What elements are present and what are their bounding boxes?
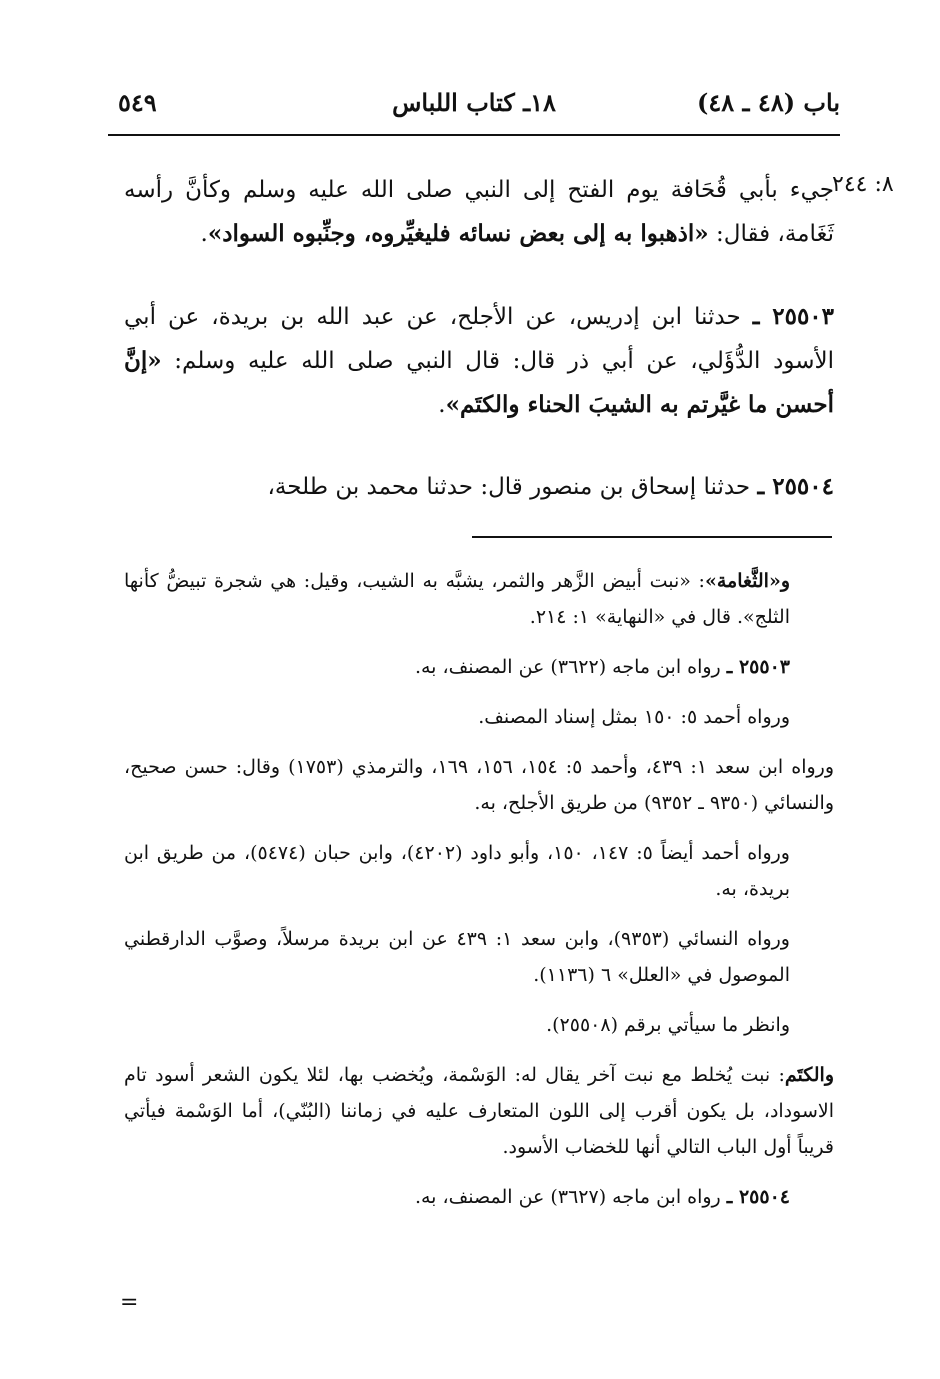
footnote [124, 1007, 834, 1043]
book-title: ١٨ـ كتاب اللباس [392, 88, 556, 117]
header-divider [108, 134, 840, 136]
p1-text: جيء بأبي قُحَافة يوم الفتح إلى النبي صلى الله عليه وسلم وكأنَّ رأسه ثَغَامة، فقال: [124, 177, 834, 247]
footnote-text: ورواه أحمد ٥: ١٥٠ بمثل إسناد المصنف. [478, 706, 790, 728]
p1-end: . [200, 221, 208, 247]
footnote-separator [472, 536, 832, 538]
page-number: ٥٤٩ [118, 88, 157, 117]
hadith-quote: «إنَّ أحسن ما غيَّرتم به الشيبَ الحناء والكتَم» [124, 347, 834, 418]
main-paragraph-1 [124, 168, 834, 256]
footnote [124, 649, 834, 685]
footnote-text: ورواه أحمد أيضاً ٥: ١٤٧، ١٥٠، وأبو داود (٤٢٠٢)، وابن حبان (٥٤٧٤)، من طريق ابن بريدة، به. [124, 842, 790, 900]
chapter-title: باب (٤٨ ـ ٤٨) [697, 88, 840, 117]
continuation-mark: = [120, 1290, 139, 1315]
footnote [124, 699, 834, 735]
footnote [124, 835, 834, 907]
footnote [124, 1057, 834, 1165]
page-header [108, 88, 840, 128]
footnote [124, 563, 834, 635]
footnote [124, 749, 834, 821]
footnote-number: ٢٥٥٠٤ ـ [726, 1186, 790, 1208]
footnote [124, 921, 834, 993]
hadith-25504 [124, 465, 834, 509]
footnote-number: ٢٥٥٠٣ ـ [726, 656, 790, 678]
footnotes [124, 563, 834, 1229]
margin-reference: ٨: ٢٤٤ [832, 172, 894, 197]
footnote-text: ورواه النسائي (٩٣٥٣)، وابن سعد ١: ٤٣٩ عن ابن بريدة مرسلاً، وصوَّب الدارقطني الموصول في «العلل» ٦ (١١٣٦). [124, 928, 790, 986]
hadith-number: ٢٥٥٠٤ ـ [757, 473, 834, 500]
footnote-text: ورواه ابن سعد ١: ٤٣٩، وأحمد ٥: ١٥٤، ١٥٦، ١٦٩، والترمذي (١٧٥٣) وقال: حسن صحيح، والنسائي (٩٣٥٠ ـ ٩٣٥٢) من طريق الأجلح، به. [124, 756, 835, 814]
footnote-term: والكتَم [784, 1064, 834, 1086]
footnote-term: و«الثَّغامة» [704, 570, 790, 592]
footnote-text: : «نبت أبيض الزَّهر والثمر، يشبَّه به الشيب، وقيل: هي شجرة تبيضُّ كأنها الثلج». قال في «النهاية» ١: ٢١٤. [124, 570, 790, 628]
p1-quote: «اذهبوا به إلى بعض نسائه فليغيِّروه، وجنِّبوه السواد» [207, 220, 709, 247]
footnote-text: وانظر ما سيأتي برقم (٢٥٥٠٨). [546, 1014, 790, 1036]
hadith-text: حدثنا ابن إدريس، عن الأجلح، عن عبد الله بن بريدة، عن أبي الأسود الدُّؤَلي، عن أبي ذر قال: قال النبي صلى الله عليه وسلم: [124, 304, 834, 374]
hadith-text: حدثنا إسحاق بن منصور قال: حدثنا محمد بن طلحة، [267, 474, 758, 500]
footnote [124, 1179, 834, 1215]
footnote-text: رواه ابن ماجه (٣٦٢٢) عن المصنف، به. [414, 656, 727, 678]
footnote-text: : نبت يُخلط مع نبت آخر يقال له: الوَسْمة، ويُخضب بها، لئلا يكون الشعر أسود تام الاسوداد، بل يكون أقرب إلى اللون المتعارف عليه في زماننا (البُنّي)، أما الوَسْمة فيأتي قريباً أول الباب التالي أنها للخضاب الأسود. [124, 1064, 834, 1158]
footnote-text: رواه ابن ماجه (٣٦٢٧) عن المصنف، به. [414, 1186, 727, 1208]
hadith-25503 [124, 295, 834, 427]
hadith-end: . [438, 392, 446, 418]
hadith-number: ٢٥٥٠٣ ـ [752, 303, 835, 330]
